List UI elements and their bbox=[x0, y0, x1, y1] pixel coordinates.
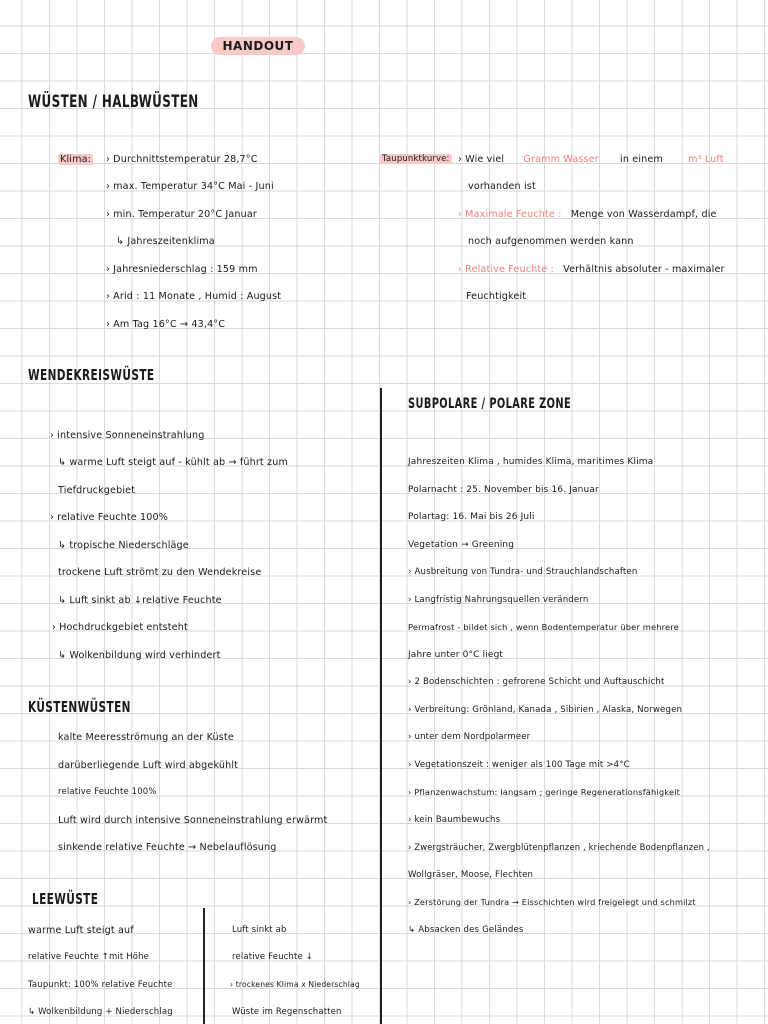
kuesten-line-3: relative Feuchte 100% bbox=[58, 787, 157, 797]
subpolar-line-6: › Langfristig Nahrungsquellen verändern bbox=[408, 595, 589, 605]
column-divider bbox=[380, 388, 382, 1024]
wuesten-line-7: › Am Tag 16°C → 43,4°C bbox=[106, 319, 226, 330]
subpolar-line-16: Wollgräser, Moose, Flechten bbox=[408, 870, 534, 880]
subpolar-line-4: Vegetation → Greening bbox=[408, 540, 515, 550]
lee-right-line-2: relative Feuchte ↓ bbox=[232, 952, 313, 962]
wuesten-line-4: ↳ Jahreszeitenklima bbox=[116, 236, 215, 247]
lee-left-line-3: Taupunkt: 100% relative Feuchte bbox=[28, 980, 173, 990]
subpolar-line-10: › Verbreitung: Grönland, Kanada , Sibirien , Alaska, Norwegen bbox=[408, 705, 683, 715]
wuesten-line-1: › Durchnittstemperatur 28,7°C bbox=[106, 154, 258, 165]
subpolar-line-17: › Zerstörung der Tundra → Eisschichten wird freigelegt und schmilzt bbox=[408, 897, 696, 907]
lee-right-line-4: Wüste im Regenschatten bbox=[232, 1007, 342, 1017]
subpolar-line-7: Permafrost - bildet sich , wenn Bodentemperatur über mehrere bbox=[408, 622, 679, 632]
taupunkt-line-6: Feuchtigkeit bbox=[466, 291, 527, 302]
wendekreis-line-9: ↳ Wolkenbildung wird verhindert bbox=[58, 650, 221, 661]
kuesten-line-5: sinkende relative Feuchte → Nebelauflösung bbox=[58, 842, 277, 853]
wendekreis-line-6: trockene Luft strömt zu den Wendekreise bbox=[58, 567, 262, 578]
kuesten-line-4: Luft wird durch intensive Sonneneinstrahlung erwärmt bbox=[58, 815, 328, 826]
subpolar-line-2: Polarnacht : 25. November bis 16. Januar bbox=[408, 485, 599, 495]
taupunkt-line-3: › Maximale Feuchte : Menge von Wasserdampf, die bbox=[458, 209, 717, 220]
wuesten-line-6: › Arid : 11 Monate , Humid : August bbox=[106, 291, 282, 302]
section-title-kuesten: KÜSTENWÜSTEN bbox=[28, 698, 131, 716]
lee-right-line-1: Luft sinkt ab bbox=[232, 925, 287, 935]
wuesten-line-3: › min. Temperatur 20°C Januar bbox=[106, 209, 258, 220]
taupunkt-line-2: vorhanden ist bbox=[468, 181, 536, 192]
wuesten-line-2: › max. Temperatur 34°C Mai - Juni bbox=[106, 181, 274, 192]
subpolar-line-1: Jahreszeiten Klima , humides Klima, maritimes Klima bbox=[408, 457, 654, 467]
section-title-subpolar: SUBPOLARE / POLARE ZONE bbox=[408, 396, 572, 412]
section-title-wuesten: WÜSTEN / HALBWÜSTEN bbox=[28, 92, 199, 112]
taupunkt-line-4: noch aufgenommen werden kann bbox=[468, 236, 634, 247]
wendekreis-line-2: ↳ warme Luft steigt auf - kühlt ab → führt zum bbox=[58, 457, 288, 468]
wendekreis-line-7: ↳ Luft sinkt ab ↓relative Feuchte bbox=[58, 595, 222, 606]
lee-divider bbox=[203, 908, 205, 1024]
lee-right-line-3: › trockenes Klima x Niederschlag bbox=[230, 980, 360, 989]
wendekreis-line-1: › intensive Sonneneinstrahlung bbox=[50, 430, 205, 441]
taupunkt-line-1: › Wie viel Gramm Wasser in einem m³ Luft bbox=[458, 154, 724, 165]
taupunkt-label: Taupunktkurve: bbox=[382, 154, 450, 164]
wendekreis-line-4: › relative Feuchte 100% bbox=[50, 512, 169, 523]
taupunkt-line-5: › Relative Feuchte : Verhältnis absoluter - maximaler bbox=[458, 264, 725, 275]
wuesten-line-5: › Jahresniederschlag : 159 mm bbox=[106, 264, 258, 275]
subpolar-line-5: › Ausbreitung von Tundra- und Strauchlandschaften bbox=[408, 567, 638, 577]
wendekreis-line-8: › Hochdruckgebiet entsteht bbox=[52, 622, 188, 633]
klima-label: Klima: bbox=[60, 154, 91, 165]
lee-left-line-2: relative Feuchte ↑mit Höhe bbox=[28, 952, 150, 962]
section-title-lee: LEEWÜSTE bbox=[32, 890, 99, 908]
wendekreis-line-3: Tiefdruckgebiet bbox=[58, 485, 136, 496]
subpolar-line-11: › unter dem Nordpolarmeer bbox=[408, 732, 531, 742]
subpolar-line-8: Jahre unter 0°C liegt bbox=[408, 650, 504, 660]
subpolar-line-14: › kein Baumbewuchs bbox=[408, 815, 501, 825]
subpolar-line-12: › Vegetationszeit : weniger als 100 Tage mit >4°C bbox=[408, 760, 630, 770]
kuesten-line-1: kalte Meeresströmung an der Küste bbox=[58, 732, 234, 743]
subpolar-line-15: › Zwergsträucher, Zwergblütenpflanzen , kriechende Bodenpflanzen , bbox=[408, 842, 710, 852]
handout-badge bbox=[211, 37, 305, 55]
subpolar-line-18: ↳ Absacken des Geländes bbox=[408, 925, 524, 935]
wendekreis-line-5: ↳ tropische Niederschläge bbox=[58, 540, 189, 551]
subpolar-line-13: › Pflanzenwachstum: langsam ; geringe Regenerationsfähigkeit bbox=[408, 787, 681, 797]
lee-left-line-1: warme Luft steigt auf bbox=[28, 925, 134, 936]
subpolar-line-3: Polartag: 16. Mai bis 26 Juli bbox=[408, 512, 535, 522]
lee-left-line-4: ↳ Wolkenbildung + Niederschlag bbox=[28, 1007, 173, 1017]
kuesten-line-2: darüberliegende Luft wird abgekühlt bbox=[58, 760, 239, 771]
section-title-wendekreis: WENDEKREISWÜSTE bbox=[28, 366, 155, 384]
handout-label: HANDOUT bbox=[222, 39, 294, 53]
subpolar-line-9: › 2 Bodenschichten : gefrorene Schicht und Auftauschicht bbox=[408, 677, 665, 687]
